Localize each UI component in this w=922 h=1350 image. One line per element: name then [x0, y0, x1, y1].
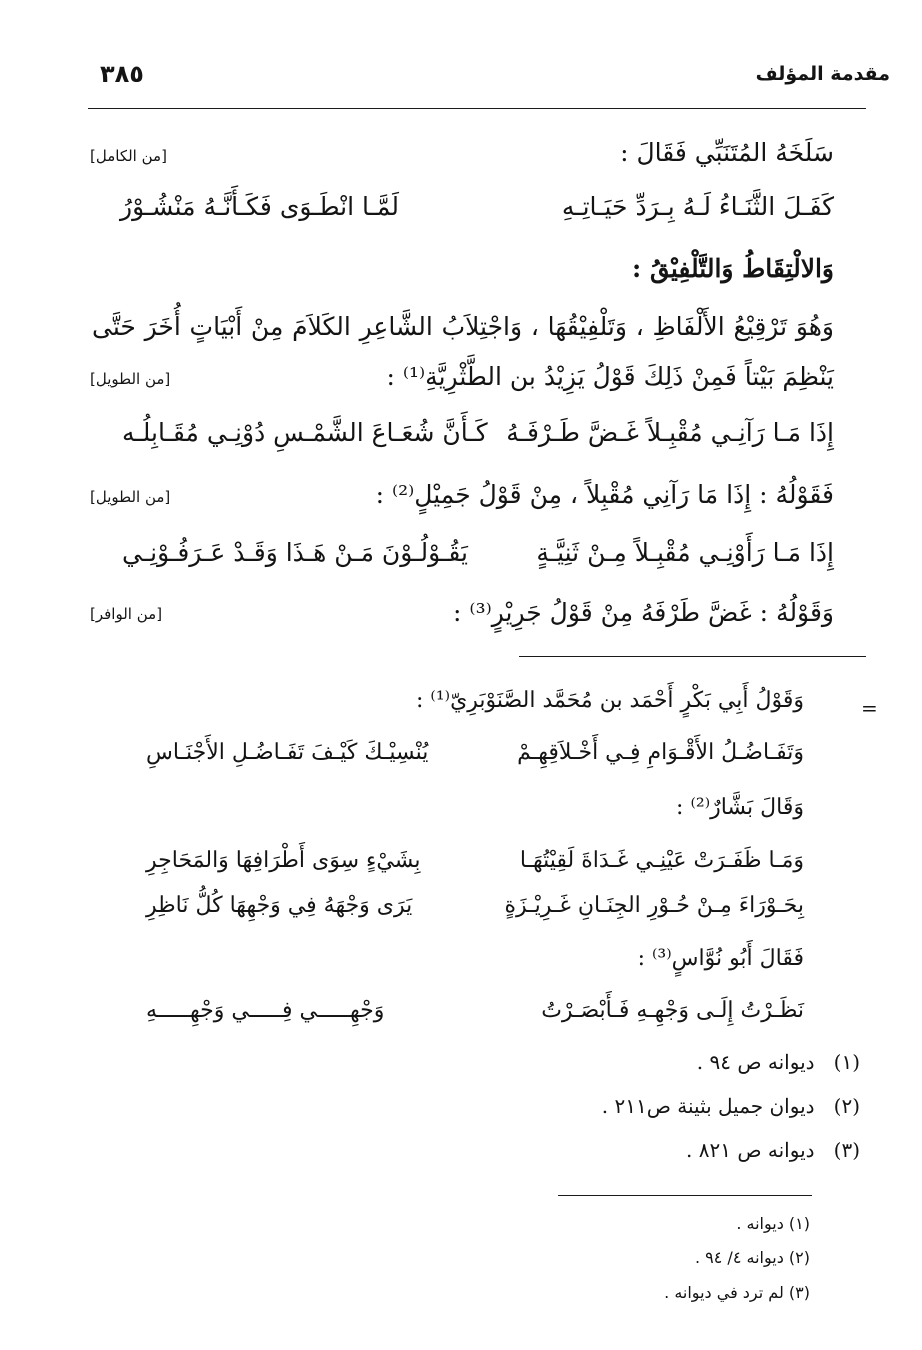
reference-number: (٣): [833, 1138, 860, 1162]
quote-line: فَقَوْلُهُ : إِذَا مَا رَآنِي مُقْبِلاً ، مِنْ قَوْلُ جَمِيْلٍ⁽²⁾ :: [375, 480, 834, 509]
verse-hemistich-right: إِذَا مَـا رَأَوْنِـي مُقْبِـلاً مِـنْ ثَنِيَّـةٍ: [536, 538, 834, 567]
paragraph-text: وَهُوَ تَرْقِيْعُ الأَلْفَاظِ ، وَتَلْفِيْقُهَا ، وَاجْتِلاَبُ الشَّاعِرِ الكَلاَمَ مِنْ أَبْيَاتٍ أُخَرَ حَتَّى: [92, 312, 834, 341]
continuation-mark: =: [861, 696, 878, 720]
verse-hemistich-left: يَقُـوْلُـوْنَ مَـنْ هَـذَا وَقَـدْ عَـرَفُـوْنِـي: [122, 538, 468, 567]
meter-label: [من الطويل]: [90, 488, 171, 506]
paragraph-line: يَنْظِمَ بَيْتاً فَمِنْ ذَلِكَ قَوْلُ يَزِيْدُ بن الطَّثْرِيَّةِ⁽¹⁾ :: [386, 362, 834, 391]
intro-line: سَلَخَهُ المُتَنَبِّي فَقَالَ :: [620, 138, 834, 167]
verse-hemistich-right: بِحَـوْرَاءَ مِـنْ حُـوْرِ الجِنَـانِ غَـرِيْـزَةٍ: [504, 893, 804, 918]
verse-hemistich-left: يَرَى وَجْهَهُ فِي وَجْهِهَا كُلُّ نَاظِرِ: [146, 893, 413, 918]
reference-text: ديوانه ص ٩٤ .: [696, 1050, 815, 1074]
header-rule: [88, 108, 866, 109]
meter-label: [من الوافر]: [90, 605, 163, 623]
footnote: (٢) ديوانه ٤/ ٩٤ .: [694, 1248, 810, 1267]
quote-line: وَقَوْلُهُ : غَضَّ طَرْفَهُ مِنْ قَوْلُ جَرِيْرٍ⁽³⁾ :: [453, 598, 834, 627]
reference-number: (١): [833, 1050, 860, 1074]
reference-item: [697, 1050, 860, 1074]
verse-hemistich-left: يُنْسِيْـكَ كَيْـفَ تَفَـاضُـلِ الأَجْنَـاسِ: [146, 740, 429, 765]
note-line: وَقَوْلُ أَبِي بَكْرٍ أَحْمَد بن مُحَمَّد الصَّنَوْبَرِيّ⁽¹⁾ :: [416, 688, 804, 713]
footnote: (٣) لم ترد في ديوانه .: [664, 1283, 810, 1302]
reference-number: (٢): [833, 1094, 860, 1118]
section-heading: وَالالْتِقَاطُ وَالتَّلْفِيْقُ :: [632, 254, 834, 283]
note-line: وَقَالَ بَشَّارٌ⁽²⁾ :: [676, 795, 804, 820]
verse-hemistich-right: وَتَفَـاضُـلُ الأَقْـوَامِ فِـي أَخْـلاَقِهِـمْ: [517, 740, 804, 765]
verse-hemistich-left: بِشَيْءٍ سِوَى أَطْرَافِهَا وَالمَحَاجِرِ: [146, 848, 421, 873]
verse-hemistich-right: نَظَـرْتُ إِلَـى وَجْهِـهِ فَـأَبْصَـرْتُ: [541, 998, 804, 1023]
chapter-title: مقدمة المؤلف: [755, 63, 890, 85]
verse-hemistich-right: وَمَـا ظَفَـرَتْ عَيْنِـي غَـدَاةَ لَقِيْتُهَـا: [519, 848, 804, 873]
verse-hemistich-left: وَجْهِـــــي فِـــــي وَجْهِـــــهِ: [146, 998, 385, 1023]
verse-hemistich-left: لَمَّـا انْطَـوَى فَكَـأَنَّـهُ مَنْشُـوْرُ: [120, 192, 400, 221]
meter-label: [من الطويل]: [90, 370, 171, 388]
notes-divider: [519, 656, 866, 657]
note-line: فَقَالَ أَبُو نُوَّاسٍ⁽³⁾ :: [637, 946, 804, 971]
footnotes-divider: [558, 1195, 812, 1196]
verse-hemistich-right: كَفَـلَ الثَّنَـاءُ لَـهُ بِـرَدِّ حَيَـاتِـهِ: [561, 192, 834, 221]
meter-label: [من الكامل]: [90, 147, 167, 165]
reference-item: [686, 1138, 860, 1162]
reference-text: ديوان جميل بثينة ص٢١١ .: [601, 1094, 815, 1118]
verse-hemistich-right: إِذَا مَـا رَآنِـي مُقْبِـلاً غَـضَّ طَـرْفَـهُ: [506, 418, 834, 447]
reference-text: ديوانه ص ٨٢١ .: [686, 1138, 815, 1162]
verse-hemistich-left: كَـأَنَّ شُعَـاعَ الشَّمْـسِ دُوْنِـي مُقَـابِلُـه: [122, 418, 488, 447]
footnote: (١) ديوانه .: [736, 1214, 810, 1233]
reference-item: [602, 1094, 860, 1118]
page-number: ٣٨٥: [100, 60, 144, 88]
paragraph-line: [92, 312, 834, 341]
